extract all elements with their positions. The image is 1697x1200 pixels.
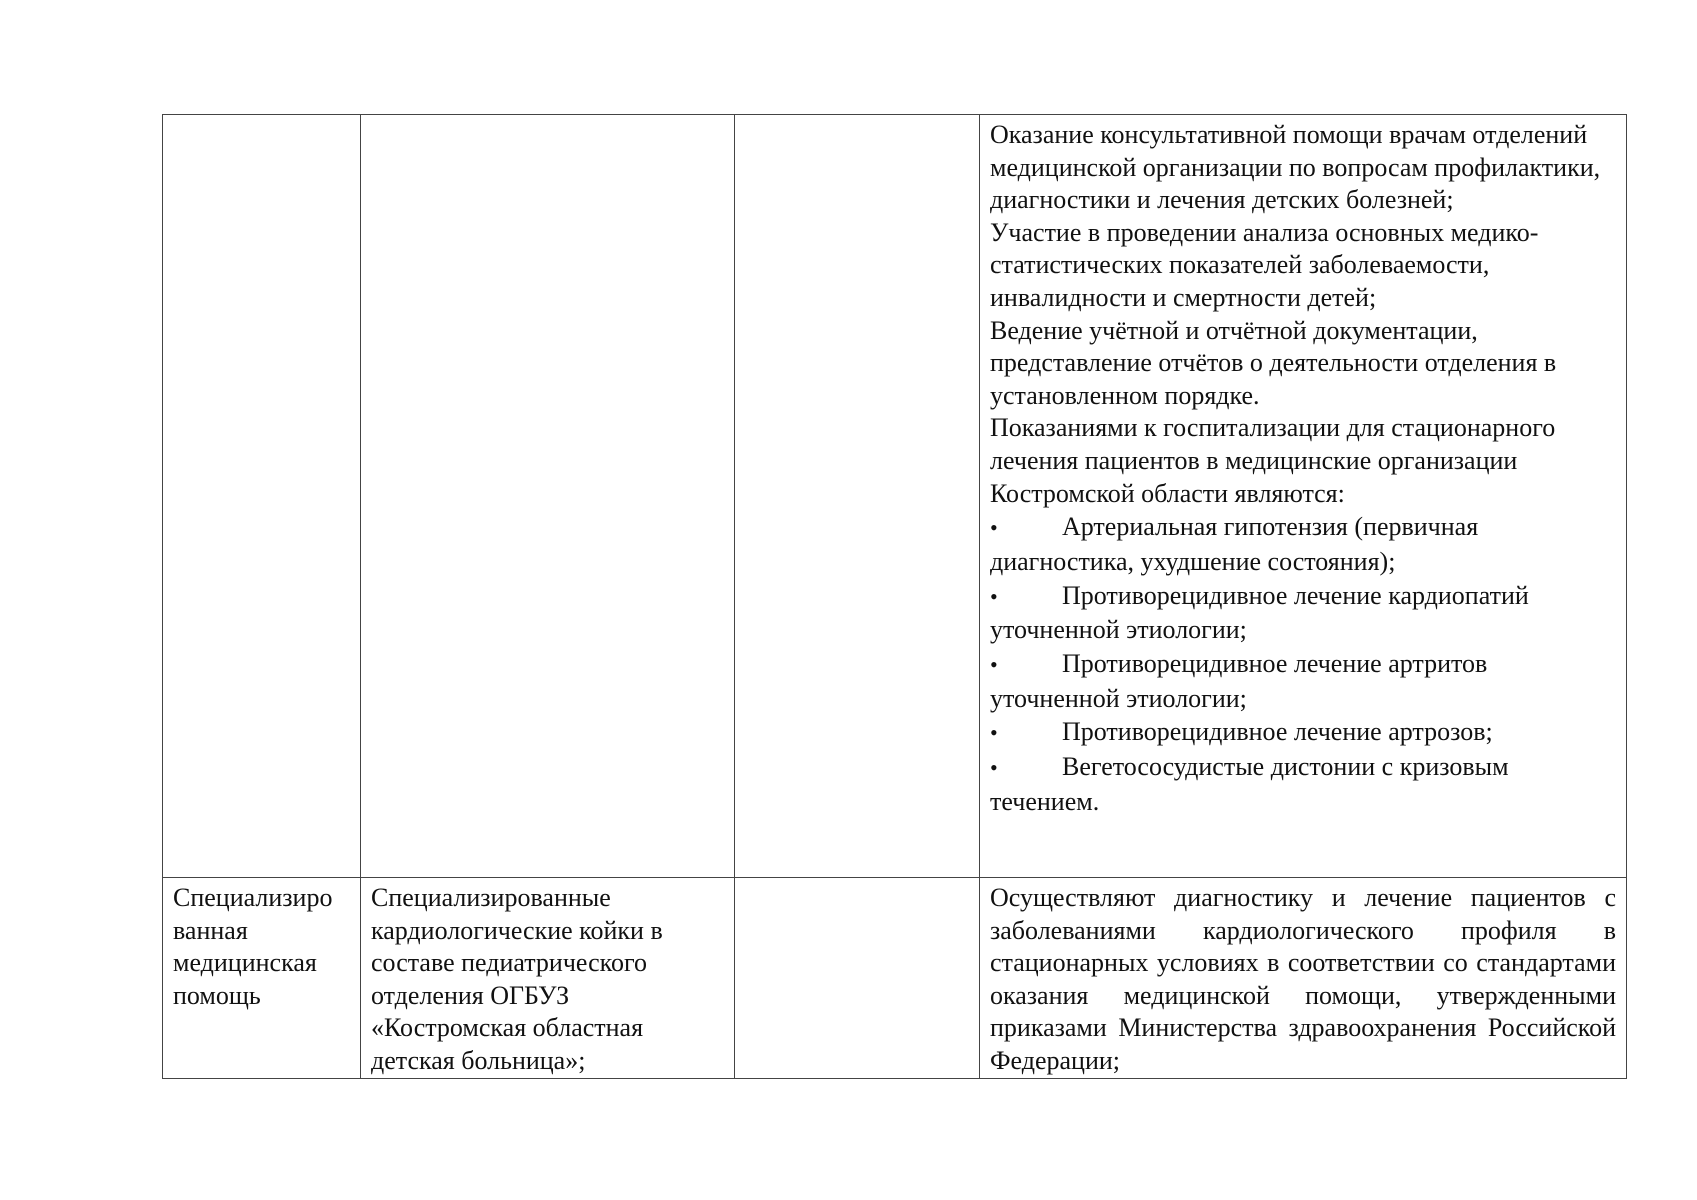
list-item	[990, 647, 1616, 715]
paragraph-documentation: Ведение учётной и отчётной документации, представление отчётов о деятельности отделения в установленном порядке.	[990, 315, 1557, 410]
list-item	[990, 715, 1616, 750]
document-table	[162, 114, 1627, 1079]
list-item	[990, 750, 1616, 818]
table-cell-r1-c1	[163, 115, 361, 878]
table-cell-description: Осуществляют диагностику и лечение пациентов с заболеваниями кардиологического профиля в стационарных условиях в соответствии со стандартами оказания медицинской помощи, утвержденными приказами Министерства здравоохранения Российской Федерации;	[980, 878, 1627, 1079]
list-item-text: Вегетососудистые дистонии с кризовым течением.	[990, 752, 1509, 816]
table-cell-r1-c3	[735, 115, 980, 878]
paragraph-indications: Показаниями к госпитализации для стационарного лечения пациентов в медицинские организации Костромской области являются:	[990, 413, 1556, 508]
table-cell-care-type: Специализиро ванная медицинская помощь	[163, 878, 361, 1079]
paragraph-analysis: Участие в проведении анализа основных медико-статистических показателей заболеваемости, инвалидности и смертности детей;	[990, 217, 1539, 312]
list-item-text: Противорецидивное лечение артрозов;	[1062, 717, 1493, 747]
list-item-text: Артериальная гипотензия (первичная диагностика, ухудшение состояния);	[990, 512, 1479, 576]
table-cell-r2-c3	[735, 878, 980, 1079]
list-item-text: Противорецидивное лечение артритов уточненной этиологии;	[990, 648, 1488, 713]
table-cell-r1-c2	[361, 115, 735, 878]
bullet-icon: •	[990, 755, 998, 781]
list-item-text: Противорецидивное лечение кардиопатий уточненной этиологии;	[990, 580, 1529, 645]
bullet-icon: •	[990, 651, 998, 677]
bullet-icon: •	[990, 515, 998, 541]
paragraph-consulting: Оказание консультативной помощи врачам отделений медицинской организации по вопросам профилактики, диагностики и лечения детских болезней;	[990, 120, 1601, 215]
list-item	[990, 510, 1616, 578]
table-cell-r1-c4	[980, 115, 1627, 878]
bullet-icon: •	[990, 583, 998, 609]
list-item	[990, 579, 1616, 647]
bullet-icon: •	[990, 720, 998, 746]
table-row	[163, 878, 1627, 1079]
table-cell-facility: Специализированные кардиологические койки в составе педиатрического отделения ОГБУЗ «Костромская областная детская больница»;	[361, 878, 735, 1079]
table-row	[163, 115, 1627, 878]
